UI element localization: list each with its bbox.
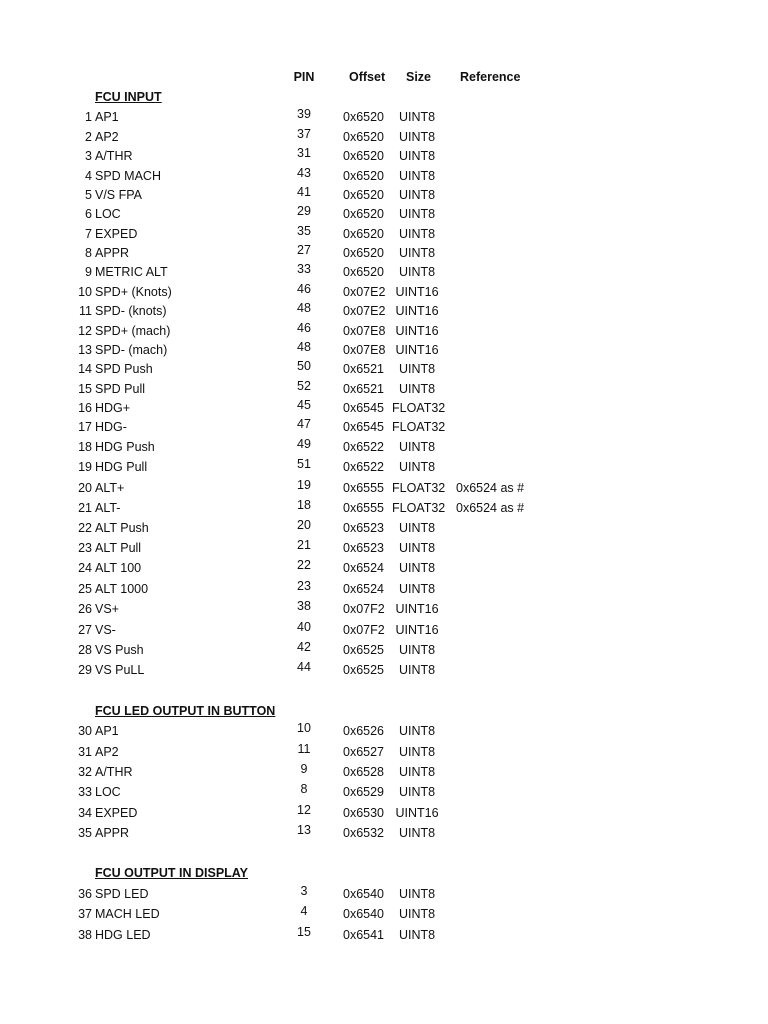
- row-name: ALT-: [95, 501, 121, 515]
- row-size: UINT8: [398, 724, 436, 738]
- table-row: [0, 498, 768, 521]
- row-offset: 0x6532: [343, 826, 385, 840]
- table-row: [0, 379, 768, 402]
- row-name: EXPED: [95, 227, 138, 241]
- section-title: FCU OUTPUT IN DISPLAY: [95, 866, 249, 880]
- row-number: 35: [78, 826, 92, 840]
- row-pin: 43: [297, 166, 311, 180]
- row-name: SPD- (mach): [95, 343, 168, 357]
- row-offset: 0x6520: [343, 110, 385, 124]
- row-offset: 0x6522: [343, 440, 385, 454]
- row-pin: 21: [297, 538, 311, 552]
- row-pin: 46: [297, 321, 311, 335]
- row-size: UINT8: [398, 130, 436, 144]
- row-pin: 9: [300, 762, 308, 776]
- table-row: [0, 243, 768, 266]
- row-offset: 0x6524: [343, 582, 385, 596]
- row-name: SPD- (knots): [95, 304, 167, 318]
- row-number: 28: [78, 643, 92, 657]
- row-offset: 0x6520: [343, 246, 385, 260]
- row-offset: 0x6520: [343, 188, 385, 202]
- row-number: 38: [78, 928, 92, 942]
- row-size: UINT8: [398, 663, 436, 677]
- row-size: UINT8: [398, 561, 436, 575]
- row-name: AP2: [95, 130, 119, 144]
- row-offset: 0x6520: [343, 207, 385, 221]
- row-number: 13: [78, 343, 92, 357]
- table-row: [0, 478, 768, 501]
- table-row: [0, 904, 768, 927]
- row-name: SPD Pull: [95, 382, 146, 396]
- row-name: SPD+ (mach): [95, 324, 171, 338]
- row-name: AP1: [95, 724, 119, 738]
- row-offset: 0x6520: [343, 227, 385, 241]
- row-size: UINT8: [398, 460, 436, 474]
- row-offset: 0x6520: [343, 149, 385, 163]
- row-offset: 0x6524: [343, 561, 385, 575]
- row-size: UINT8: [398, 907, 436, 921]
- row-size: FLOAT32: [392, 501, 446, 515]
- table-row: [0, 166, 768, 189]
- row-offset: 0x6530: [343, 806, 385, 820]
- row-pin: 33: [297, 262, 311, 276]
- row-number: 18: [78, 440, 92, 454]
- row-size: UINT16: [395, 343, 439, 357]
- table-row: [0, 321, 768, 344]
- table-row: [0, 224, 768, 247]
- row-name: METRIC ALT: [95, 265, 168, 279]
- row-name: VS PuLL: [95, 663, 145, 677]
- row-size: UINT16: [395, 602, 439, 616]
- row-offset: 0x6555: [343, 481, 385, 495]
- row-name: V/S FPA: [95, 188, 143, 202]
- row-pin: 23: [297, 579, 311, 593]
- row-size: FLOAT32: [392, 481, 446, 495]
- row-name: VS Push: [95, 643, 144, 657]
- row-offset: 0x6521: [343, 382, 385, 396]
- row-pin: 42: [297, 640, 311, 654]
- row-pin: 18: [297, 498, 311, 512]
- row-pin: 38: [297, 599, 311, 613]
- row-size: UINT8: [398, 928, 436, 942]
- row-size: UINT8: [398, 207, 436, 221]
- row-name: MACH LED: [95, 907, 160, 921]
- row-size: UINT16: [395, 304, 439, 318]
- row-name: ALT+: [95, 481, 125, 495]
- row-size: UINT8: [398, 785, 436, 799]
- table-row: [0, 762, 768, 785]
- row-pin: 10: [297, 721, 311, 735]
- row-offset: 0x6523: [343, 521, 385, 535]
- row-name: LOC: [95, 785, 121, 799]
- row-pin: 35: [297, 224, 311, 238]
- row-size: UINT8: [398, 887, 436, 901]
- row-name: HDG+: [95, 401, 131, 415]
- row-size: UINT8: [398, 765, 436, 779]
- row-name: SPD LED: [95, 887, 149, 901]
- row-number: 9: [85, 265, 92, 279]
- row-name: AP2: [95, 745, 119, 759]
- table-row: [0, 262, 768, 285]
- row-number: 7: [85, 227, 92, 241]
- row-offset: 0x6521: [343, 362, 385, 376]
- row-name: ALT Pull: [95, 541, 142, 555]
- row-size: UINT8: [398, 110, 436, 124]
- row-name: APPR: [95, 246, 130, 260]
- table-row: [0, 660, 768, 683]
- row-number: 21: [78, 501, 92, 515]
- row-number: 11: [79, 304, 92, 318]
- row-offset: 0x6525: [343, 663, 385, 677]
- table-row: [0, 721, 768, 744]
- header-pin: PIN: [293, 70, 315, 84]
- row-pin: 19: [297, 478, 311, 492]
- row-offset: 0x6526: [343, 724, 385, 738]
- table-row: [0, 417, 768, 440]
- row-size: UINT8: [398, 582, 436, 596]
- row-size: UINT8: [398, 227, 436, 241]
- row-size: UINT16: [395, 324, 439, 338]
- row-name: HDG-: [95, 420, 127, 434]
- row-pin: 15: [297, 925, 311, 939]
- row-number: 1: [85, 110, 92, 124]
- row-offset: 0x07F2: [343, 623, 385, 637]
- table-row: [0, 599, 768, 622]
- row-number: 2: [85, 130, 92, 144]
- row-name: A/THR: [95, 765, 133, 779]
- row-number: 4: [85, 169, 92, 183]
- row-name: APPR: [95, 826, 130, 840]
- row-offset: 0x6525: [343, 643, 385, 657]
- table-row: [0, 185, 768, 208]
- row-number: 14: [78, 362, 92, 376]
- table-row: [0, 146, 768, 169]
- row-name: VS+: [95, 602, 119, 616]
- row-number: 5: [85, 188, 92, 202]
- table-row: [0, 640, 768, 663]
- row-pin: 11: [297, 742, 311, 756]
- row-pin: 13: [297, 823, 311, 837]
- row-number: 33: [78, 785, 92, 799]
- row-pin: 31: [297, 146, 311, 160]
- row-pin: 48: [297, 340, 311, 354]
- table-row: [0, 359, 768, 382]
- row-number: 16: [78, 401, 92, 415]
- table-row: [0, 127, 768, 150]
- row-pin: 3: [300, 884, 308, 898]
- table-row: [0, 518, 768, 541]
- table-row: [0, 301, 768, 324]
- table-row: [0, 620, 768, 643]
- row-number: 17: [78, 420, 92, 434]
- row-number: 37: [78, 907, 92, 921]
- row-size: UINT8: [398, 745, 436, 759]
- section-title: FCU LED OUTPUT IN BUTTON: [95, 704, 276, 718]
- row-pin: 49: [297, 437, 311, 451]
- row-size: UINT8: [398, 382, 436, 396]
- row-number: 15: [78, 382, 92, 396]
- row-size: FLOAT32: [392, 420, 446, 434]
- row-offset: 0x6529: [343, 785, 385, 799]
- section-title: FCU INPUT: [95, 90, 162, 104]
- row-name: SPD MACH: [95, 169, 161, 183]
- row-offset: 0x6522: [343, 460, 385, 474]
- row-name: HDG LED: [95, 928, 151, 942]
- row-number: 22: [78, 521, 92, 535]
- table-row: [0, 204, 768, 227]
- row-name: HDG Pull: [95, 460, 148, 474]
- row-name: AP1: [95, 110, 119, 124]
- row-number: 10: [78, 285, 92, 299]
- row-number: 8: [85, 246, 92, 260]
- table-row: [0, 457, 768, 480]
- row-offset: 0x07E2: [343, 304, 386, 318]
- row-size: UINT16: [395, 806, 439, 820]
- row-name: ALT 1000: [95, 582, 149, 596]
- row-number: 20: [78, 481, 92, 495]
- table-row: [0, 107, 768, 130]
- table-row: [0, 782, 768, 805]
- row-size: UINT8: [398, 362, 436, 376]
- row-number: 31: [78, 745, 92, 759]
- row-pin: 8: [300, 782, 308, 796]
- row-number: 12: [78, 324, 92, 338]
- section-title-row: [0, 704, 768, 724]
- row-pin: 29: [297, 204, 311, 218]
- row-offset: 0x6520: [343, 265, 385, 279]
- row-size: UINT8: [398, 149, 436, 163]
- table-row: [0, 538, 768, 561]
- row-pin: 52: [297, 379, 311, 393]
- row-pin: 37: [297, 127, 311, 141]
- row-size: UINT8: [398, 440, 436, 454]
- row-pin: 50: [297, 359, 311, 373]
- table-row: [0, 340, 768, 363]
- row-offset: 0x6520: [343, 169, 385, 183]
- row-name: ALT 100: [95, 561, 142, 575]
- row-number: 6: [85, 207, 92, 221]
- row-pin: 12: [297, 803, 311, 817]
- row-offset: 0x07F2: [343, 602, 385, 616]
- row-name: LOC: [95, 207, 121, 221]
- row-number: 26: [78, 602, 92, 616]
- row-pin: 41: [297, 185, 311, 199]
- row-reference: 0x6524 as #: [456, 481, 525, 495]
- row-pin: 44: [297, 660, 311, 674]
- row-number: 34: [78, 806, 92, 820]
- row-number: 36: [78, 887, 92, 901]
- table-row: [0, 282, 768, 305]
- row-offset: 0x6527: [343, 745, 385, 759]
- row-offset: 0x6540: [343, 907, 385, 921]
- section-title-row: [0, 866, 768, 886]
- row-reference: 0x6524 as #: [456, 501, 525, 515]
- row-size: UINT8: [398, 246, 436, 260]
- row-offset: 0x6555: [343, 501, 385, 515]
- row-name: HDG Push: [95, 440, 155, 454]
- row-offset: 0x6540: [343, 887, 385, 901]
- row-name: SPD Push: [95, 362, 153, 376]
- row-name: SPD+ (Knots): [95, 285, 172, 299]
- row-size: UINT8: [398, 643, 436, 657]
- section-title-row: [0, 90, 768, 110]
- row-pin: 47: [297, 417, 311, 431]
- row-offset: 0x6545: [343, 420, 385, 434]
- row-name: ALT Push: [95, 521, 149, 535]
- row-size: UINT8: [398, 188, 436, 202]
- row-pin: 45: [297, 398, 311, 412]
- row-offset: 0x6545: [343, 401, 385, 415]
- row-name: EXPED: [95, 806, 138, 820]
- row-number: 30: [78, 724, 92, 738]
- row-pin: 39: [297, 107, 311, 121]
- row-pin: 48: [297, 301, 311, 315]
- header-reference: Reference: [460, 70, 521, 84]
- table-row: [0, 803, 768, 826]
- table-row: [0, 398, 768, 421]
- row-number: 29: [78, 663, 92, 677]
- header-size: Size: [406, 70, 432, 84]
- row-name: A/THR: [95, 149, 133, 163]
- row-size: UINT16: [395, 623, 439, 637]
- row-pin: 22: [297, 558, 311, 572]
- row-pin: 4: [300, 904, 308, 918]
- table-row: [0, 742, 768, 765]
- row-offset: 0x07E8: [343, 324, 386, 338]
- table-row: [0, 925, 768, 948]
- row-offset: 0x07E8: [343, 343, 386, 357]
- header-offset: Offset: [349, 70, 386, 84]
- row-size: FLOAT32: [392, 401, 446, 415]
- column-header-row: [0, 70, 768, 88]
- row-size: UINT8: [398, 541, 436, 555]
- table-row: [0, 558, 768, 581]
- row-pin: 20: [297, 518, 311, 532]
- row-name: VS-: [95, 623, 116, 637]
- row-size: UINT8: [398, 826, 436, 840]
- row-pin: 51: [297, 457, 311, 471]
- row-offset: 0x6528: [343, 765, 385, 779]
- table-row: [0, 579, 768, 602]
- row-offset: 0x6520: [343, 130, 385, 144]
- row-number: 32: [78, 765, 92, 779]
- row-number: 24: [78, 561, 92, 575]
- table-row: [0, 884, 768, 907]
- table-row: [0, 437, 768, 460]
- table-row: [0, 823, 768, 846]
- row-number: 19: [78, 460, 92, 474]
- row-size: UINT8: [398, 521, 436, 535]
- row-size: UINT8: [398, 265, 436, 279]
- row-offset: 0x6523: [343, 541, 385, 555]
- row-offset: 0x6541: [343, 928, 385, 942]
- row-number: 27: [78, 623, 92, 637]
- row-offset: 0x07E2: [343, 285, 386, 299]
- row-pin: 40: [297, 620, 311, 634]
- row-size: UINT16: [395, 285, 439, 299]
- row-pin: 46: [297, 282, 311, 296]
- row-pin: 27: [297, 243, 311, 257]
- row-number: 23: [78, 541, 92, 555]
- row-number: 3: [85, 149, 92, 163]
- row-size: UINT8: [398, 169, 436, 183]
- row-number: 25: [78, 582, 92, 596]
